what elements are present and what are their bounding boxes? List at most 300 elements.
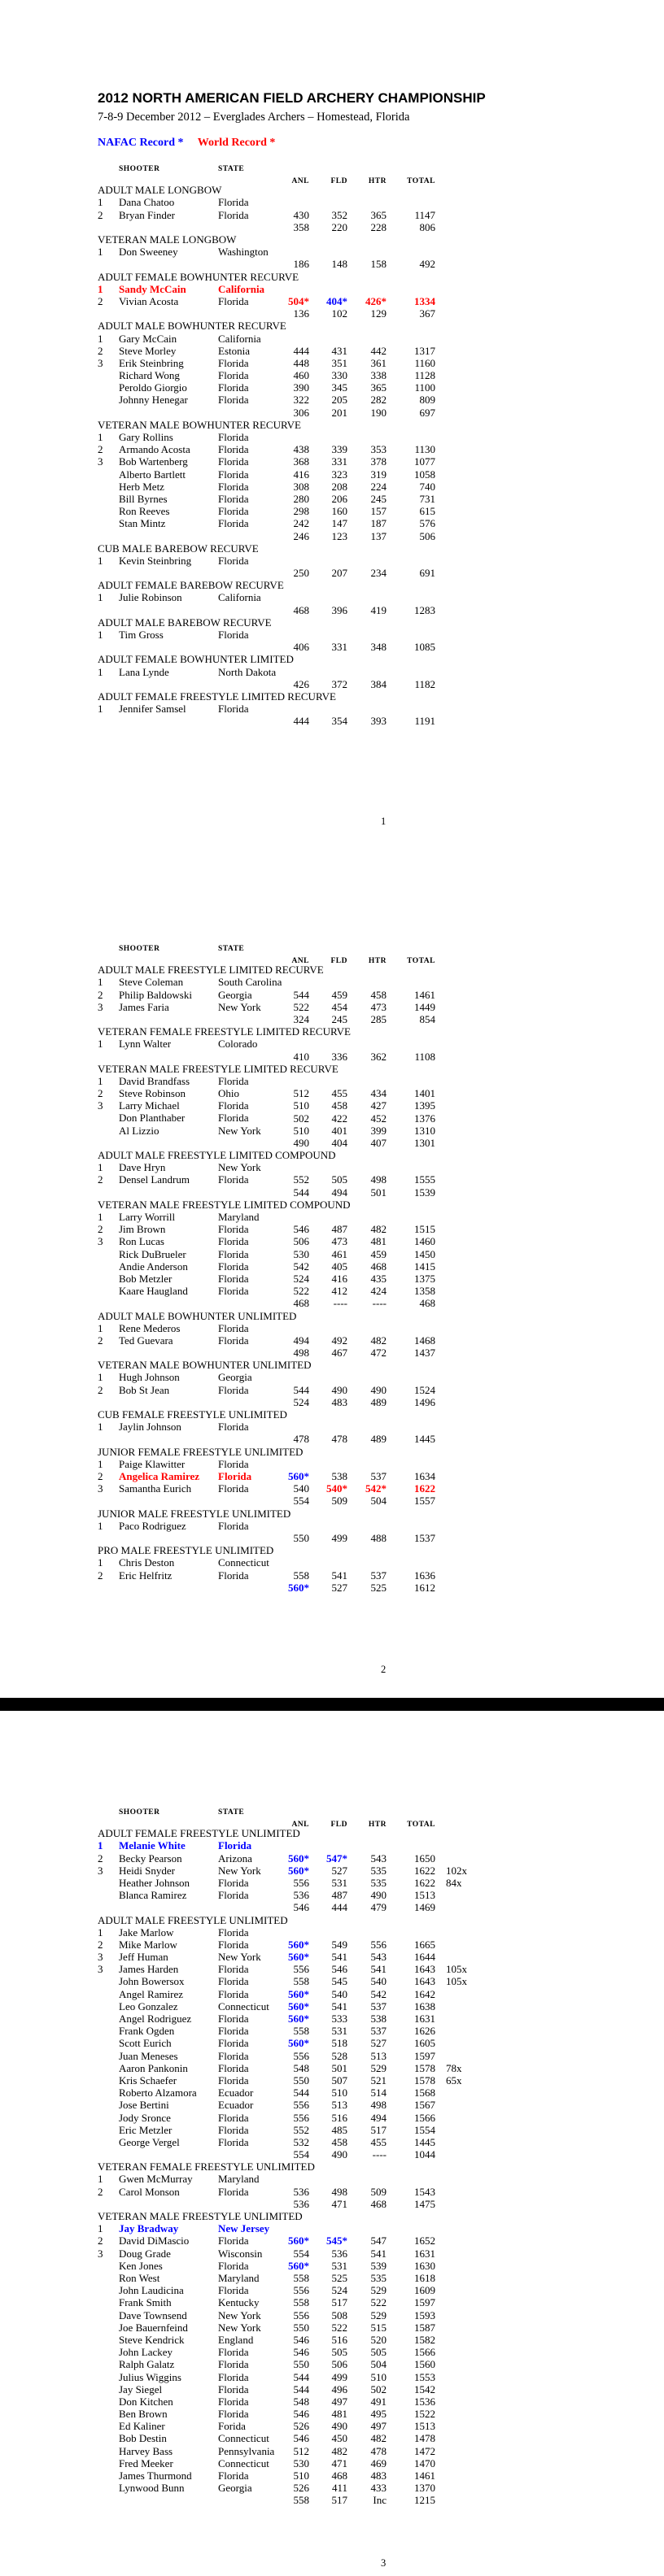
state-cell: Kentucky [218, 2296, 260, 2309]
rank-cell [98, 2334, 119, 2346]
fld-score-cell: 533 [331, 2012, 347, 2026]
anl-score-cell: 560* [288, 1987, 309, 2000]
rank-cell: 1 [98, 1421, 103, 1434]
shooter-name-cell: Johnny Henegar [119, 394, 188, 407]
htr-score-cell: 517 [370, 2123, 387, 2136]
column-header-htr: HTR [368, 1821, 387, 1830]
htr-score-cell: 540 [370, 1975, 387, 1988]
rank-cell: 1 [98, 629, 103, 642]
total-score-cell: 697 [419, 406, 435, 419]
result-section [98, 1149, 498, 1199]
state-cell: Florida [218, 1963, 249, 1976]
total-score-cell: 1301 [414, 1136, 435, 1149]
anl-score-cell: 526 [293, 2420, 309, 2433]
anl-score-cell: 560* [288, 2037, 309, 2050]
total-score-cell: 1522 [414, 2408, 435, 2421]
htr-score-cell: 542* [365, 1482, 387, 1495]
total-score-cell: 1401 [414, 1087, 435, 1100]
htr-score-cell: 483 [370, 2469, 387, 2482]
anl-score-cell: 546 [293, 1901, 309, 1914]
shooter-name-cell: Eric Metzler [119, 2123, 173, 2136]
shooter-name-cell: Scott Eurich [119, 2037, 172, 2050]
state-cell: Georgia [218, 1371, 252, 1384]
shooter-name-cell: Heidi Snyder [119, 1864, 175, 1877]
htr-score-cell: 502 [370, 2382, 387, 2395]
state-cell: North Dakota [218, 665, 277, 678]
rank-cell: 1 [98, 1457, 103, 1470]
shooter-name-cell: Samantha Eurich [119, 1482, 192, 1495]
state-cell: Florida [218, 2370, 249, 2383]
result-row [98, 591, 498, 616]
fld-score-cell: 481 [331, 2408, 347, 2421]
page-number-2: 2 [381, 1664, 387, 1675]
total-score-cell: 576 [419, 517, 435, 530]
section-title: CUB MALE BAREBOW RECURVE [98, 542, 259, 555]
anl-score-cell: 522 [293, 1000, 309, 1013]
htr-score-cell: ---- [372, 1297, 387, 1310]
state-cell: Florida [218, 2382, 249, 2395]
htr-score-cell: 426* [365, 294, 387, 307]
result-row [98, 1285, 498, 1310]
anl-score-cell: 560* [288, 1852, 309, 1865]
total-score-cell: 1578 [414, 2073, 435, 2086]
rank-cell: 2 [98, 208, 103, 221]
rank-cell [98, 2284, 119, 2296]
fld-score-cell: 531 [331, 2259, 347, 2272]
section-title: ADULT MALE FREESTYLE LIMITED RECURVE [98, 964, 324, 977]
htr-score-cell: 468 [370, 1260, 387, 1273]
shooter-name-cell: Angel Ramirez [119, 1987, 184, 2000]
rank-cell: 1 [98, 332, 103, 345]
htr-score-cell: 543 [370, 1951, 387, 1964]
fld-score-cell: 102 [331, 307, 347, 320]
state-cell: Connecticut [218, 1556, 269, 1569]
state-cell: Florida [218, 431, 249, 444]
state-cell: Florida [218, 1839, 252, 1852]
column-header-state: STATE [218, 165, 245, 173]
htr-score-cell: 520 [370, 2333, 387, 2346]
rank-cell: 3 [98, 1963, 103, 1976]
total-score-cell: 1560 [414, 2358, 435, 2371]
state-cell: Maryland [218, 2173, 260, 2186]
fld-score-cell: 467 [331, 1347, 347, 1360]
shooter-name-cell: Hugh Johnson [119, 1371, 180, 1384]
rank-cell: 1 [98, 1038, 103, 1051]
state-cell: Florida [218, 356, 249, 369]
htr-score-cell: 419 [370, 603, 387, 616]
fld-score-cell: 351 [331, 356, 347, 369]
anl-score-cell: 510 [293, 1099, 309, 1112]
fld-score-cell: 245 [331, 1012, 347, 1025]
htr-score-cell: 522 [370, 2296, 387, 2309]
htr-score-cell: 433 [370, 2482, 387, 2495]
result-section [98, 1062, 498, 1149]
anl-score-cell: 532 [293, 2135, 309, 2148]
fld-score-cell: 517 [331, 2296, 347, 2309]
state-cell: Florida [218, 1321, 249, 1334]
state-cell: Florida [218, 1470, 252, 1483]
total-score-cell: 1622 [414, 1876, 435, 1889]
fld-score-cell: 545 [331, 1975, 347, 1988]
result-section [98, 616, 498, 654]
htr-score-cell: 427 [370, 1099, 387, 1112]
htr-score-cell: 452 [370, 1112, 387, 1125]
htr-score-cell: 190 [370, 406, 387, 419]
rank-cell: 1 [98, 665, 103, 678]
fld-score-cell: 123 [331, 529, 347, 542]
anl-score-cell: 298 [293, 505, 309, 518]
shooter-name-cell: Don Sweeney [119, 246, 178, 259]
state-cell: Florida [218, 2358, 249, 2371]
state-cell: Florida [218, 480, 249, 493]
result-row [98, 517, 498, 542]
anl-score-cell: 512 [293, 2444, 309, 2457]
section-title: ADULT FEMALE FREESTYLE UNLIMITED [98, 1827, 300, 1840]
x-count-cell: 78x [446, 2061, 462, 2074]
htr-score-cell: 505 [370, 2346, 387, 2359]
state-cell: Florida [218, 1938, 249, 1951]
anl-score-cell: 498 [293, 1347, 309, 1360]
anl-score-cell: 522 [293, 1285, 309, 1298]
shooter-name-cell: Steve Morley [119, 344, 177, 357]
state-cell: Florida [218, 1247, 249, 1260]
anl-score-cell: 558 [293, 1569, 309, 1582]
shooter-name-cell: Melanie White [119, 1839, 186, 1852]
anl-score-cell: 554 [293, 2247, 309, 2260]
column-header-spacer [98, 943, 119, 955]
anl-score-cell: 430 [293, 208, 309, 221]
section-title: PRO MALE FREESTYLE UNLIMITED [98, 1544, 274, 1557]
rank-cell [98, 2432, 119, 2444]
rank-cell: 2 [98, 1852, 103, 1865]
anl-score-cell: 544 [293, 1383, 309, 1396]
anl-score-cell: 250 [293, 567, 309, 580]
total-score-cell: 1618 [414, 2272, 435, 2285]
shooter-name-cell: Bob Wartenberg [119, 455, 188, 468]
rank-cell: 1 [98, 196, 103, 209]
rank-cell: 3 [98, 1000, 103, 1013]
state-cell: Florida [218, 2185, 249, 2198]
fld-score-cell: 455 [331, 1087, 347, 1100]
fld-score-cell: 422 [331, 1112, 347, 1125]
column-header-anl: ANL [291, 1821, 309, 1830]
fld-score-cell: 507 [331, 2073, 347, 2086]
anl-score-cell: 548 [293, 2061, 309, 2074]
fld-score-cell: 487 [331, 1889, 347, 1902]
fld-score-cell: 160 [331, 505, 347, 518]
anl-score-cell: 556 [293, 1876, 309, 1889]
htr-score-cell: 458 [370, 988, 387, 1001]
state-cell: Estonia [218, 344, 250, 357]
anl-score-cell: 426 [293, 677, 309, 690]
results-table-page-1 [98, 163, 498, 728]
htr-score-cell: 498 [370, 1173, 387, 1186]
fld-score-cell: 516 [331, 2111, 347, 2124]
total-score-cell: 1376 [414, 1112, 435, 1125]
shooter-name-cell: John Bowersox [119, 1975, 185, 1988]
fld-score-cell: 505 [331, 2346, 347, 2359]
section-title: VETERAN MALE BOWHUNTER UNLIMITED [98, 1359, 312, 1372]
shooter-name-cell: Lana Lynde [119, 665, 169, 678]
htr-score-cell: 529 [370, 2061, 387, 2074]
page-3 [0, 1717, 664, 2576]
result-section [98, 1913, 498, 2161]
anl-score-cell: 468 [293, 1297, 309, 1310]
fld-score-cell: 505 [331, 1173, 347, 1186]
rank-cell: 1 [98, 703, 103, 716]
anl-score-cell: 558 [293, 2272, 309, 2285]
rank-cell [98, 2037, 119, 2049]
state-cell: Florida [218, 2037, 249, 2050]
rank-cell: 2 [98, 1223, 103, 1236]
htr-score-cell: 228 [370, 220, 387, 233]
total-score-cell: 1147 [414, 208, 435, 221]
shooter-name-cell: Bob St Jean [119, 1383, 170, 1396]
result-section [98, 964, 498, 1025]
shooter-name-cell: Larry Michael [119, 1099, 180, 1112]
state-cell: New York [218, 1161, 261, 1174]
fld-score-cell: 508 [331, 2308, 347, 2321]
total-score-cell: 1643 [414, 1963, 435, 1976]
section-title: VETERAN MALE FREESTYLE UNLIMITED [98, 2210, 303, 2223]
shooter-name-cell: Ralph Galatz [119, 2358, 175, 2371]
total-score-cell: 740 [419, 480, 435, 493]
htr-score-cell: 542 [370, 1987, 387, 2000]
section-title: VETERAN MALE FREESTYLE LIMITED COMPOUND [98, 1198, 351, 1211]
section-title: ADULT MALE FREESTYLE UNLIMITED [98, 1913, 288, 1926]
rank-cell [98, 2420, 119, 2432]
fld-score-cell: 541 [331, 1999, 347, 2012]
anl-score-cell: 504* [288, 294, 309, 307]
anl-score-cell: 558 [293, 2296, 309, 2309]
total-score-cell: 1652 [414, 2234, 435, 2247]
total-score-cell: 1631 [414, 2012, 435, 2026]
column-header-shooter: SHOOTER [119, 165, 160, 173]
rank-cell [98, 2260, 119, 2272]
htr-score-cell: 490 [370, 1889, 387, 1902]
rank-cell [98, 1889, 119, 1901]
state-cell: Florida [218, 208, 249, 221]
total-score-cell: 1553 [414, 2370, 435, 2383]
page-1-content [98, 0, 498, 728]
state-cell: Florida [218, 2469, 249, 2482]
rank-cell [98, 2012, 119, 2025]
total-score-cell: 1334 [414, 294, 435, 307]
column-header-anl: ANL [291, 177, 309, 186]
rank-cell [98, 481, 119, 493]
rank-cell [98, 2086, 119, 2099]
anl-score-cell: 546 [293, 1223, 309, 1236]
column-header-row [98, 1807, 498, 1830]
result-section [98, 2210, 498, 2507]
section-title: ADULT MALE BOWHUNTER UNLIMITED [98, 1309, 297, 1322]
fld-score-cell: 547* [326, 1852, 347, 1865]
htr-score-cell: 442 [370, 344, 387, 357]
anl-score-cell: 550 [293, 1531, 309, 1544]
rank-cell: 2 [98, 294, 103, 307]
rank-cell [98, 2482, 119, 2494]
result-row [98, 629, 498, 654]
anl-score-cell: 524 [293, 1395, 309, 1408]
fld-score-cell: 540 [331, 1987, 347, 2000]
rank-cell: 3 [98, 455, 103, 468]
shooter-name-cell: Ken Jones [119, 2259, 163, 2272]
total-score-cell: 1634 [414, 1470, 435, 1483]
fld-score-cell: 517 [331, 2494, 347, 2507]
htr-score-cell: 319 [370, 468, 387, 481]
anl-score-cell: 546 [293, 2408, 309, 2421]
fld-score-cell: 206 [331, 492, 347, 505]
total-score-cell: 1445 [414, 2135, 435, 2148]
rank-cell [98, 1285, 119, 1297]
htr-score-cell: 362 [370, 1050, 387, 1063]
anl-score-cell: 560* [288, 1581, 309, 1594]
fld-score-cell: 323 [331, 468, 347, 481]
rank-cell [98, 2112, 119, 2124]
section-title: ADULT FEMALE FREESTYLE LIMITED RECURVE [98, 690, 336, 703]
column-header-shooter: SHOOTER [119, 945, 160, 953]
shooter-name-cell: Ron Lucas [119, 1235, 164, 1248]
htr-score-cell: 510 [370, 2370, 387, 2383]
state-cell: Florida [218, 1925, 249, 1939]
state-cell: Colorado [218, 1038, 258, 1051]
state-cell: Florida [218, 554, 249, 567]
fld-score-cell: 487 [331, 1223, 347, 1236]
fld-score-cell: 549 [331, 1938, 347, 1951]
htr-score-cell: 245 [370, 492, 387, 505]
state-cell: Florida [218, 2259, 249, 2272]
section-title: VETERAN FEMALE FREESTYLE LIMITED RECURVE [98, 1025, 351, 1038]
total-score-cell: 1215 [414, 2494, 435, 2507]
rank-cell [98, 468, 119, 481]
shooter-name-cell: Julie Robinson [119, 591, 182, 604]
state-cell: South Carolina [218, 976, 282, 989]
rank-cell [98, 517, 119, 529]
anl-score-cell: 550 [293, 2358, 309, 2371]
htr-score-cell: 489 [370, 1395, 387, 1408]
anl-score-cell: 506 [293, 1235, 309, 1248]
fld-score-cell: 220 [331, 220, 347, 233]
results-table-page-3 [98, 1807, 498, 2507]
total-score-cell: 1461 [414, 988, 435, 1001]
total-score-cell: 1044 [414, 2148, 435, 2161]
shooter-name-cell: James Thurmond [119, 2469, 192, 2482]
total-score-cell: 1643 [414, 1975, 435, 1988]
column-header-fld: FLD [330, 177, 347, 186]
shooter-name-cell: Armando Acosta [119, 443, 190, 456]
state-cell: New York [218, 1000, 261, 1013]
htr-score-cell: 501 [370, 1186, 387, 1199]
fld-score-cell: 458 [331, 1099, 347, 1112]
anl-score-cell: 448 [293, 356, 309, 369]
total-score-cell: 1567 [414, 2099, 435, 2112]
total-score-cell: 367 [419, 307, 435, 320]
fld-score-cell: 471 [331, 2197, 347, 2210]
result-row [98, 394, 498, 419]
rank-cell: 3 [98, 356, 103, 369]
anl-score-cell: 280 [293, 492, 309, 505]
total-score-cell: 1554 [414, 2123, 435, 2136]
htr-score-cell: 482 [370, 2432, 387, 2445]
anl-score-cell: 246 [293, 529, 309, 542]
state-cell: Georgia [218, 2482, 252, 2495]
shooter-name-cell: Andie Anderson [119, 1260, 188, 1273]
event-subtitle: 7-8-9 December 2012 – Everglades Archers – Homestead, Florida [98, 111, 410, 124]
fld-score-cell: 461 [331, 1247, 347, 1260]
shooter-name-cell: John Lackey [119, 2346, 173, 2359]
shooter-name-cell: Sandy McCain [119, 282, 186, 295]
htr-score-cell: 393 [370, 715, 387, 728]
fld-score-cell: 499 [331, 2370, 347, 2383]
fld-score-cell: 339 [331, 443, 347, 456]
shooter-name-cell: Jaylin Johnson [119, 1421, 181, 1434]
result-section [98, 690, 498, 728]
anl-score-cell: 556 [293, 2111, 309, 2124]
anl-score-cell: 502 [293, 1112, 309, 1125]
htr-score-cell: 481 [370, 1235, 387, 1248]
fld-score-cell: 473 [331, 1235, 347, 1248]
fld-score-cell: 431 [331, 344, 347, 357]
htr-score-cell: 473 [370, 1000, 387, 1013]
x-count-cell: 84x [446, 1876, 462, 1889]
fld-score-cell: 454 [331, 1000, 347, 1013]
fld-score-cell: 207 [331, 567, 347, 580]
fld-score-cell: 531 [331, 2025, 347, 2038]
state-cell: Florida [218, 1482, 249, 1495]
rank-cell [98, 2408, 119, 2420]
fld-score-cell: 524 [331, 2284, 347, 2297]
fld-score-cell: 531 [331, 1876, 347, 1889]
htr-score-cell: 424 [370, 1285, 387, 1298]
result-section [98, 579, 498, 616]
result-section [98, 270, 498, 320]
rank-cell [98, 1975, 119, 1987]
anl-score-cell: 306 [293, 406, 309, 419]
fld-score-cell: 404* [326, 294, 347, 307]
rank-cell [98, 2136, 119, 2148]
state-cell: Florida [218, 2012, 249, 2026]
total-score-cell: 1650 [414, 1852, 435, 1865]
state-cell: Florida [218, 1519, 249, 1532]
fld-score-cell: 352 [331, 208, 347, 221]
state-cell: Florida [218, 2123, 249, 2136]
shooter-name-cell: Roberto Alzamora [119, 2086, 197, 2100]
total-score-cell: 1513 [414, 1889, 435, 1902]
rank-cell [98, 381, 119, 394]
fld-score-cell: 498 [331, 2185, 347, 2198]
result-row [98, 2185, 498, 2210]
state-cell: Georgia [218, 988, 252, 1001]
column-header-row [98, 943, 498, 966]
shooter-name-cell: Frank Ogden [119, 2025, 175, 2038]
rank-cell: 2 [98, 988, 103, 1001]
anl-score-cell: 560* [288, 1864, 309, 1877]
shooter-name-cell: Ed Kaliner [119, 2420, 165, 2433]
total-score-cell: 806 [419, 220, 435, 233]
section-title: JUNIOR FEMALE FREESTYLE UNLIMITED [98, 1445, 304, 1458]
shooter-name-cell: Don Kitchen [119, 2395, 173, 2408]
shooter-name-cell: Eric Helfritz [119, 1569, 173, 1582]
state-cell: New York [218, 2321, 261, 2334]
section-title: VETERAN MALE FREESTYLE LIMITED RECURVE [98, 1062, 339, 1075]
htr-score-cell: 455 [370, 2135, 387, 2148]
anl-score-cell: 536 [293, 2185, 309, 2198]
state-cell: Florida [218, 505, 249, 518]
htr-score-cell: 490 [370, 1383, 387, 1396]
shooter-name-cell: Jay Bradway [119, 2222, 179, 2235]
rank-cell [98, 2309, 119, 2321]
total-score-cell: 1283 [414, 603, 435, 616]
